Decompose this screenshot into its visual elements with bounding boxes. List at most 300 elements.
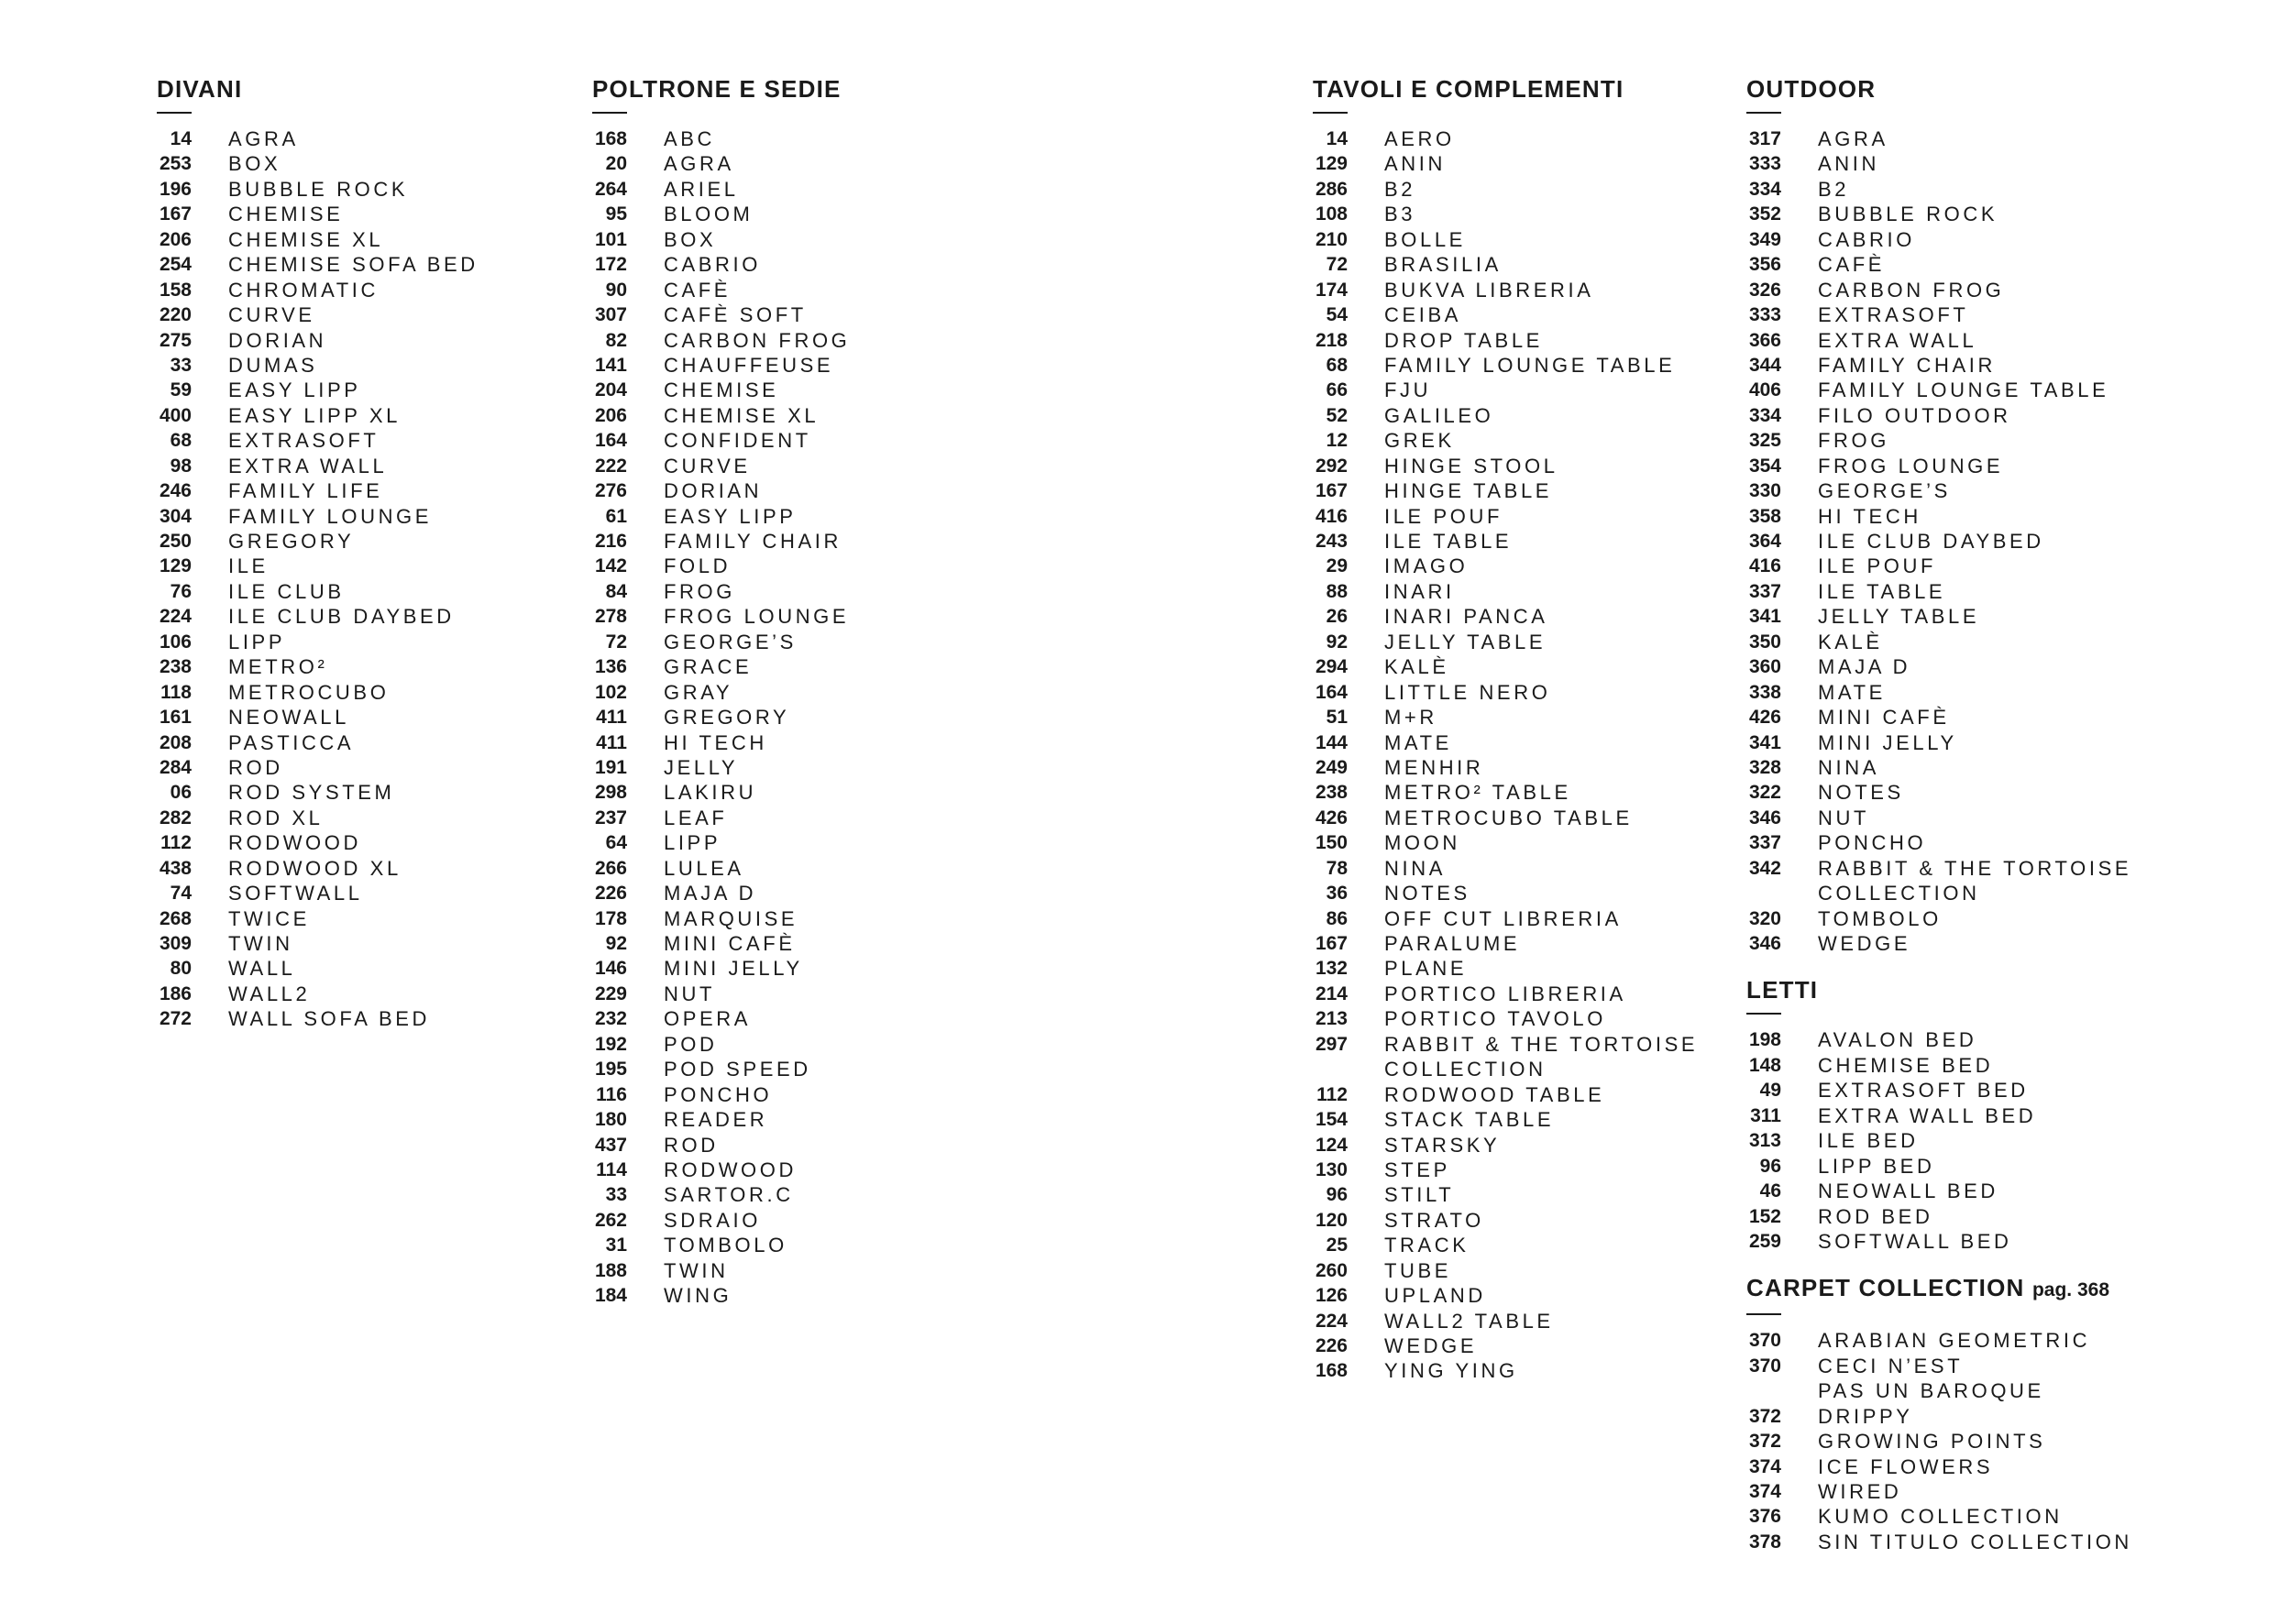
page-number: 298: [594, 782, 627, 804]
page-number: 250: [159, 531, 192, 552]
page-number: 112: [160, 832, 192, 854]
index-entry: [592, 806, 850, 830]
page-number: 220: [159, 304, 192, 326]
page-number: 400: [159, 404, 192, 426]
product-name: OFF CUT LIBRERIA: [1384, 906, 1622, 930]
index-entry: [592, 780, 850, 805]
index-entry: [1313, 1032, 1698, 1082]
product-name: METRO² TABLE: [1384, 781, 1571, 805]
index-entry: [1313, 806, 1698, 830]
index-entry: [157, 151, 479, 176]
index-entry: [157, 931, 479, 956]
page-number: 167: [1315, 480, 1348, 502]
index-entry: [157, 252, 479, 277]
page-number: 116: [596, 1083, 627, 1105]
index-entry: [592, 856, 850, 881]
section-heading: [1746, 976, 2132, 1004]
index-entry: [157, 579, 479, 604]
product-name: CAFÈ: [1818, 253, 1886, 277]
index-entry: [157, 227, 479, 252]
page-number: 224: [159, 606, 192, 628]
index-column-poltrone-e-sedie: [592, 75, 850, 1329]
page-number: 276: [594, 480, 627, 502]
product-name: DRIPPY: [1818, 1404, 1913, 1428]
section-title: LETTI: [1746, 976, 1819, 1004]
page-number: 246: [159, 480, 192, 502]
page-number: 68: [1326, 354, 1348, 376]
index-entry: [1313, 1333, 1698, 1358]
product-name: ARABIAN GEOMETRIC: [1818, 1329, 2091, 1353]
product-name: FJU: [1384, 379, 1432, 402]
product-name: ANIN: [1818, 152, 1879, 176]
page-number: 226: [594, 883, 627, 905]
product-name: CARBON FROG: [1818, 278, 2005, 302]
product-name: EASY LIPP: [228, 379, 361, 402]
index-entry: [157, 403, 479, 428]
product-name: JELLY: [664, 755, 739, 779]
product-name: CONFIDENT: [664, 429, 811, 453]
section-poltrone-e-sedie: [592, 75, 850, 1309]
index-entry: [1746, 1103, 2132, 1128]
index-entry: [1313, 151, 1698, 176]
index-entry: [1746, 806, 2132, 830]
index-entry: [1746, 478, 2132, 503]
page-number: 95: [605, 203, 627, 225]
product-name: PORTICO TAVOLO: [1384, 1007, 1606, 1031]
product-name: NUT: [1818, 806, 1870, 829]
page-number: 12: [1326, 430, 1348, 452]
index-entry: [592, 1258, 850, 1283]
product-name: READER: [664, 1108, 768, 1132]
section-title: TAVOLI E COMPLEMENTI: [1313, 75, 1624, 103]
index-entry: [157, 956, 479, 981]
index-entry: [592, 654, 850, 679]
product-name: STACK TABLE: [1384, 1108, 1555, 1132]
index-entry: [592, 1208, 850, 1233]
page-number: 74: [170, 883, 192, 905]
page-number: 154: [1315, 1109, 1348, 1131]
product-name: GRACE: [664, 655, 753, 679]
product-name: ICE FLOWERS: [1818, 1454, 1994, 1478]
index-entry: [592, 278, 850, 302]
index-entry: [1313, 478, 1698, 503]
page-number: 68: [170, 430, 192, 452]
index-entry: [592, 982, 850, 1006]
index-entry: [1313, 1309, 1698, 1333]
product-name: WALL SOFA BED: [228, 1007, 431, 1031]
product-name: WEDGE: [1818, 932, 1911, 956]
index-entry: [157, 554, 479, 578]
page-number: 54: [1326, 304, 1348, 326]
product-name: EXTRASOFT BED: [1818, 1079, 2029, 1103]
page-number: 238: [1315, 782, 1348, 804]
product-name: BUBBLE ROCK: [1818, 203, 1998, 226]
index-entry: [1313, 328, 1698, 353]
heading-underline: [592, 112, 627, 114]
product-name: YING YING: [1384, 1359, 1518, 1383]
page-number: 204: [594, 379, 627, 401]
product-name: FAMILY LOUNGE TABLE: [1818, 379, 2109, 402]
index-entry: [157, 630, 479, 654]
page-number: 120: [1315, 1209, 1348, 1231]
index-entry: [592, 931, 850, 956]
index-entry: [592, 1006, 850, 1031]
product-name: CEIBA: [1384, 303, 1462, 327]
page-number: 129: [159, 555, 192, 577]
page-number: 144: [1315, 731, 1348, 753]
page-number: 174: [1315, 279, 1348, 301]
page-number: 118: [160, 681, 192, 703]
page-number: 191: [594, 756, 627, 778]
product-name: POD: [664, 1032, 718, 1056]
product-name: NEOWALL: [228, 706, 349, 730]
index-entry: [1313, 906, 1698, 931]
product-name: TWICE: [228, 906, 310, 930]
product-name: MARQUISE: [664, 906, 798, 930]
product-name: WIRED: [1818, 1480, 1902, 1504]
product-name: DORIAN: [228, 328, 327, 352]
product-name: GROWING POINTS: [1818, 1430, 2046, 1454]
index-entry: [1313, 780, 1698, 805]
page-number: 214: [1315, 982, 1348, 1004]
index-entry: [1746, 454, 2132, 478]
product-name: CECI N’EST PAS UN BAROQUE: [1818, 1354, 2044, 1403]
page-number: 33: [170, 354, 192, 376]
page-number: 92: [1326, 631, 1348, 653]
page-number: 260: [1315, 1259, 1348, 1281]
section-title: POLTRONE E SEDIE: [592, 75, 842, 103]
index-entry: [1313, 302, 1698, 327]
product-name: M+R: [1384, 706, 1437, 730]
product-name: BUBBLE ROCK: [228, 177, 409, 201]
page-number: 238: [159, 656, 192, 678]
product-name: FROG LOUNGE: [664, 605, 850, 629]
index-entry: [592, 1233, 850, 1257]
heading-underline: [1313, 112, 1348, 114]
entry-list: [1313, 126, 1698, 1384]
index-entry: [592, 906, 850, 931]
product-name: CHEMISE: [228, 203, 344, 226]
index-entry: [157, 529, 479, 554]
product-name: AGRA: [228, 127, 299, 150]
heading-underline: [1746, 1313, 1781, 1315]
index-entry: [1313, 1107, 1698, 1132]
page-number: 86: [1326, 907, 1348, 929]
product-name: EASY LIPP: [664, 504, 797, 528]
product-name: MINI CAFÈ: [664, 932, 796, 955]
section-heading: [157, 75, 479, 103]
index-entry: [1746, 604, 2132, 629]
product-name: GRAY: [664, 680, 733, 704]
product-name: CARBON FROG: [664, 328, 851, 352]
index-entry: [1746, 328, 2132, 353]
product-name: MATE: [1384, 730, 1452, 754]
product-name: SARTOR.C: [664, 1183, 794, 1207]
index-entry: [1313, 705, 1698, 730]
index-entry: [1313, 1208, 1698, 1233]
product-name: ILE TABLE: [1384, 530, 1513, 553]
index-entry: [592, 630, 850, 654]
index-entry: [1746, 1053, 2132, 1078]
index-entry: [592, 1032, 850, 1057]
product-name: FROG: [1818, 429, 1889, 453]
index-entry: [1313, 126, 1698, 151]
index-entry: [592, 680, 850, 705]
page-number: 364: [1748, 531, 1781, 552]
page-number: 206: [594, 404, 627, 426]
product-name: CABRIO: [664, 253, 761, 277]
product-name: MINI JELLY: [664, 957, 803, 981]
product-name: PASTICCA: [228, 730, 355, 754]
index-entry: [1313, 1082, 1698, 1107]
product-name: PLANE: [1384, 957, 1468, 981]
section-title: OUTDOOR: [1746, 75, 1877, 103]
page-number: 25: [1326, 1234, 1348, 1256]
product-name: BOX: [664, 227, 717, 251]
product-name: GEORGE’S: [664, 630, 797, 653]
entry-list: [1746, 1027, 2132, 1254]
page-number: 284: [159, 756, 192, 778]
product-name: HI TECH: [1818, 504, 1921, 528]
page-number: 322: [1748, 782, 1781, 804]
page-number: 437: [594, 1134, 627, 1156]
product-name: RODWOOD TABLE: [1384, 1082, 1605, 1106]
product-name: UPLAND: [1384, 1284, 1486, 1308]
section-letti: [1746, 976, 2132, 1254]
index-entry: [157, 881, 479, 905]
product-name: PONCHO: [1818, 831, 1927, 855]
page-number: 272: [159, 1008, 192, 1030]
product-name: OPERA: [664, 1007, 752, 1031]
product-name: ROD BED: [1818, 1204, 1933, 1228]
product-name: DROP TABLE: [1384, 328, 1543, 352]
page-number: 292: [1315, 455, 1348, 477]
index-entry: [157, 202, 479, 226]
heading-underline: [1746, 1013, 1781, 1015]
index-entry: [157, 454, 479, 478]
page-number: 426: [1748, 707, 1781, 729]
index-entry: [592, 529, 850, 554]
page-number: 264: [594, 178, 627, 200]
page-number: 313: [1748, 1130, 1781, 1152]
product-name: ROD SYSTEM: [228, 781, 395, 805]
product-name: STILT: [1384, 1183, 1455, 1207]
index-entry: [592, 604, 850, 629]
page-number: 333: [1748, 153, 1781, 175]
section-heading: [1746, 75, 2132, 103]
page-number: 342: [1748, 857, 1781, 879]
index-entry: [1313, 680, 1698, 705]
page-number: 237: [594, 807, 627, 828]
product-name: ILE POUF: [1384, 504, 1503, 528]
index-entry: [1313, 630, 1698, 654]
page-number: 370: [1748, 1355, 1781, 1377]
page-number: 294: [1315, 656, 1348, 678]
index-entry: [157, 428, 479, 453]
product-name: LULEA: [664, 856, 744, 880]
section-tavoli-e-complementi: [1313, 75, 1698, 1384]
index-entry: [1746, 931, 2132, 956]
page-number: 366: [1748, 329, 1781, 351]
page-number: 411: [596, 731, 627, 753]
index-entry: [592, 1107, 850, 1132]
index-entry: [1746, 302, 2132, 327]
product-name: ABC: [664, 127, 716, 150]
index-entry: [592, 1057, 850, 1081]
index-entry: [1746, 1078, 2132, 1103]
page-number: 186: [159, 982, 192, 1004]
product-name: CHEMISE BED: [1818, 1053, 1994, 1077]
page-number: 349: [1748, 228, 1781, 250]
page-number: 226: [1315, 1335, 1348, 1357]
product-name: STRATO: [1384, 1208, 1484, 1232]
index-entry: [1746, 630, 2132, 654]
product-name: CHROMATIC: [228, 278, 379, 302]
product-name: SOFTWALL BED: [1818, 1229, 2012, 1253]
index-entry: [1746, 554, 2132, 578]
index-entry: [1313, 830, 1698, 855]
product-name: BOLLE: [1384, 227, 1466, 251]
page-number: 259: [1748, 1230, 1781, 1252]
index-column-divani: [157, 75, 479, 1052]
index-entry: [1746, 353, 2132, 378]
page-number: 320: [1748, 907, 1781, 929]
page-number: 196: [159, 178, 192, 200]
product-name: POD SPEED: [664, 1058, 811, 1081]
product-name: CHEMISE: [664, 379, 779, 402]
index-entry: [592, 554, 850, 578]
index-entry: [592, 302, 850, 327]
index-entry: [157, 378, 479, 402]
index-entry: [1746, 654, 2132, 679]
index-entry: [157, 730, 479, 755]
index-entry: [1313, 1158, 1698, 1182]
product-name: PONCHO: [664, 1082, 773, 1106]
page-number: 229: [594, 982, 627, 1004]
page-number: 98: [170, 455, 192, 477]
page-number: 92: [605, 933, 627, 954]
product-name: AGRA: [664, 152, 734, 176]
index-entry: [1746, 1229, 2132, 1254]
index-entry: [1746, 1179, 2132, 1203]
product-name: EXTRA WALL: [1818, 328, 1977, 352]
index-entry: [1313, 554, 1698, 578]
page-number: 126: [1315, 1285, 1348, 1307]
page-number: 76: [170, 580, 192, 602]
index-entry: [592, 454, 850, 478]
index-entry: [592, 705, 850, 730]
page-number: 188: [594, 1259, 627, 1281]
index-entry: [592, 1182, 850, 1207]
page-number: 129: [1315, 153, 1348, 175]
product-name: WALL2: [228, 982, 311, 1005]
page-number: 411: [596, 707, 627, 729]
page-number: 184: [594, 1285, 627, 1307]
product-name: CHEMISE XL: [228, 227, 384, 251]
product-name: WING: [664, 1284, 732, 1308]
product-name: B3: [1384, 203, 1416, 226]
index-entry: [1313, 654, 1698, 679]
page-number: 84: [605, 580, 627, 602]
entry-list: [592, 126, 850, 1309]
page-number: 333: [1748, 304, 1781, 326]
product-name: FILO OUTDOOR: [1818, 403, 2011, 427]
page-number: 374: [1748, 1455, 1781, 1477]
page-number: 378: [1748, 1531, 1781, 1553]
page-number: 102: [594, 681, 627, 703]
product-name: WEDGE: [1384, 1334, 1478, 1358]
product-name: KUMO COLLECTION: [1818, 1505, 2063, 1529]
index-entry: [1313, 982, 1698, 1006]
product-name: LITTLE NERO: [1384, 680, 1551, 704]
page-number: 358: [1748, 505, 1781, 527]
page-number: 168: [594, 128, 627, 149]
index-entry: [1313, 252, 1698, 277]
product-name: WALL: [228, 957, 296, 981]
product-name: B2: [1384, 177, 1416, 201]
index-entry: [157, 604, 479, 629]
product-name: WALL2 TABLE: [1384, 1309, 1554, 1333]
page-number: 370: [1748, 1330, 1781, 1352]
index-entry: [1746, 151, 2132, 176]
page-number: 334: [1748, 404, 1781, 426]
product-name: MINI CAFÈ: [1818, 706, 1950, 730]
page-number: 61: [605, 505, 627, 527]
index-entry: [157, 302, 479, 327]
index-entry: [592, 830, 850, 855]
page-number: 29: [1326, 555, 1348, 577]
product-name: CURVE: [228, 303, 315, 327]
page-number: 341: [1748, 606, 1781, 628]
page-number: 167: [1315, 933, 1348, 954]
product-name: TOMBOLO: [664, 1234, 787, 1257]
page-number: 146: [594, 958, 627, 980]
index-entry: [1313, 403, 1698, 428]
page-number: 130: [1315, 1158, 1348, 1180]
index-entry: [592, 1082, 850, 1107]
product-name: CABRIO: [1818, 227, 1915, 251]
page-number: 266: [594, 857, 627, 879]
product-name: GALILEO: [1384, 403, 1494, 427]
page-number: 346: [1748, 807, 1781, 828]
section-heading: [1313, 75, 1698, 103]
index-entry: [592, 252, 850, 277]
page-number: 218: [1315, 329, 1348, 351]
index-entry: [592, 151, 850, 176]
page-number: 78: [1326, 857, 1348, 879]
index-entry: [592, 755, 850, 780]
product-name: GREGORY: [664, 706, 790, 730]
product-name: CAFÈ: [664, 278, 732, 302]
product-name: FAMILY LOUNGE TABLE: [1384, 353, 1676, 377]
page-number: 317: [1748, 128, 1781, 149]
index-entry: [157, 177, 479, 202]
page-number: 216: [594, 531, 627, 552]
page-number: 416: [1748, 555, 1781, 577]
product-name: HINGE STOOL: [1384, 454, 1558, 477]
product-name: RABBIT & THE TORTOISE COLLECTION: [1384, 1032, 1699, 1081]
index-entry: [1313, 454, 1698, 478]
product-name: TOMBOLO: [1818, 906, 1942, 930]
index-entry: [1746, 830, 2132, 855]
product-name: ILE: [228, 554, 269, 578]
product-name: ROD: [664, 1133, 719, 1157]
page-number: 161: [159, 707, 192, 729]
index-entry: [157, 126, 479, 151]
product-name: BRASILIA: [1384, 253, 1502, 277]
index-entry: [1746, 504, 2132, 529]
product-name: ILE TABLE: [1818, 579, 1946, 603]
